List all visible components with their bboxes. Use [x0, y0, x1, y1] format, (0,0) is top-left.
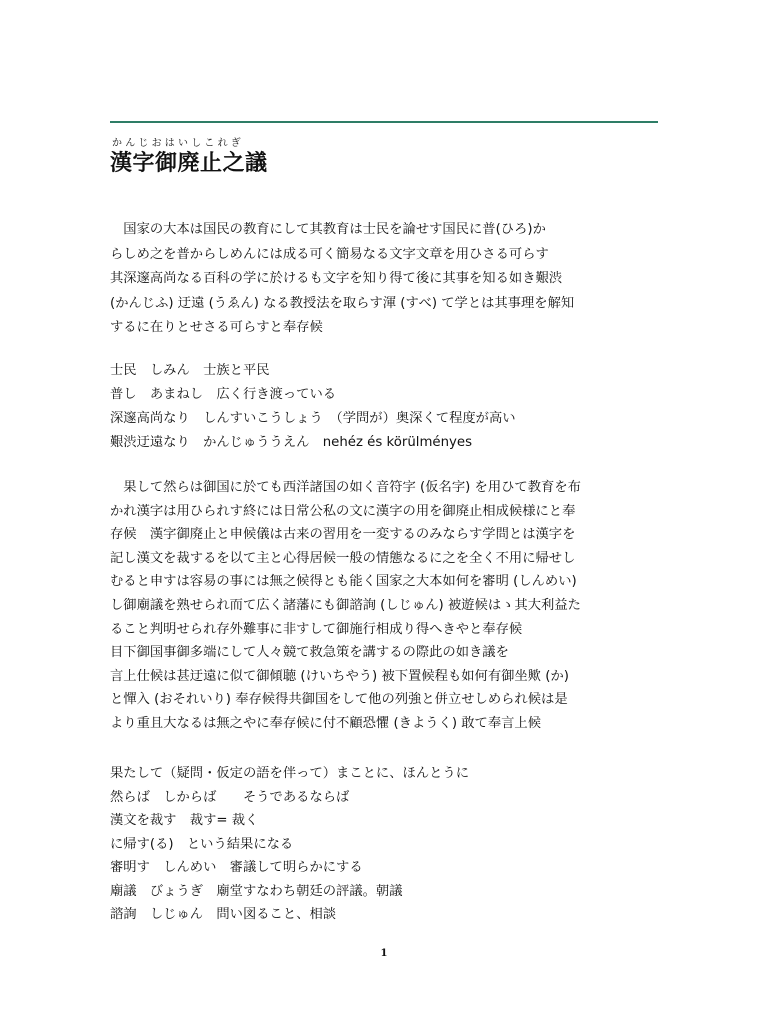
- title-ruby: かんじおはいしこれぎ: [112, 138, 244, 149]
- glossary-entry: 審明す しんめい 審議して明らかにする: [110, 860, 363, 875]
- text-line: かれ漢字は用ひられす終には日常公私の文に漢字の用を御廃止相成候様にと奉: [110, 503, 576, 519]
- glossary-entry: 廟議 びょうぎ 廟堂すなわち朝廷の評議。朝議: [110, 883, 403, 899]
- text-line: 存候 漢字御廃止と申候儀は古来の習用を一変するのみならす学問とは漢字を: [110, 527, 576, 543]
- text-line: むると申すは容易の事には無之候得とも能く国家之大本如何を審明 (しんめい): [110, 574, 577, 590]
- text-line: 目下御国事御多端にして人々競て救急策を講するの際此の如き議を: [110, 645, 509, 661]
- text-line: するに在りとせさる可らすと奉存候: [110, 320, 323, 335]
- text-line: と憚入 (おそれいり) 奉存候得共御国をして他の列強と併立せしめられ候は是: [110, 692, 568, 708]
- text-line: し御廟議を熟せられ而て広く諸藩にも御諮詢 (しじゅん) 被遊候はゝ其大利益た: [110, 597, 581, 613]
- glossary-entry: 果たして（疑問・仮定の語を伴って）まことに、ほんとうに: [110, 766, 470, 781]
- glossary-entry: に帰す(る) という結果になる: [110, 836, 294, 852]
- text-line: 果して然らは御国に於ても西洋諸国の如く音符字 (仮名字) を用ひて教育を布: [110, 480, 581, 495]
- text-line: ること判明せられ存外難事に非すして御施行相成り得へきやと奉存候: [110, 621, 523, 637]
- text-line: より重且大なるは無之やに奉存候に付不顧恐懼 (きようく) 敢て奉言上候: [110, 715, 542, 731]
- text-line: 記し漢文を裁するを以て主と心得居候一般の情態なるに之を全く不用に帰せし: [110, 550, 576, 566]
- document-title: 漢字御廃止之議: [110, 151, 268, 176]
- header-rule: [110, 121, 658, 123]
- glossary-entry: 艱渋迂遠なり かんじゅううえん nehéz és körülményes: [110, 435, 472, 450]
- glossary-entry: 士民 しみん 士族と平民: [110, 363, 270, 378]
- text-line: 国家の大本は国民の教育にして其教育は士民を論せす国民に普(ひろ)か: [110, 222, 546, 237]
- glossary-entry: 深邃高尚なり しんすいこうしょう （学問が）奥深くて程度が高い: [110, 411, 516, 426]
- text-line: (かんじふ) 迂遠 (うゑん) なる教授法を取らす渾 (すべ) て学とは其事理を解知: [110, 295, 575, 311]
- glossary-entry: 然らば しからば そうであるならば: [110, 789, 350, 805]
- glossary-2: [110, 762, 660, 927]
- glossary-entry: 諮詢 しじゅん 問い図ること、相談: [110, 907, 337, 922]
- glossary-1: [110, 359, 660, 455]
- page-number: 1: [380, 948, 388, 959]
- glossary-entry: 普し あまねし 広く行き渡っている: [110, 387, 337, 402]
- glossary-entry: 漢文を裁す 裁す= 裁く: [110, 813, 259, 828]
- text-line: 其深邃高尚なる百科の学に於けるも文字を知り得て後に其事を知る如き艱渋: [110, 271, 563, 286]
- paragraph-1: [110, 218, 660, 341]
- text-line: 言上仕候は甚迂遠に似て御傾聴 (けいちやう) 被下置候程も如何有御坐歟 (か): [110, 668, 569, 684]
- text-line: らしめ之を普からしめんには成る可く簡易なる文字文章を用ひさる可らす: [110, 246, 549, 262]
- paragraph-2: [110, 476, 660, 736]
